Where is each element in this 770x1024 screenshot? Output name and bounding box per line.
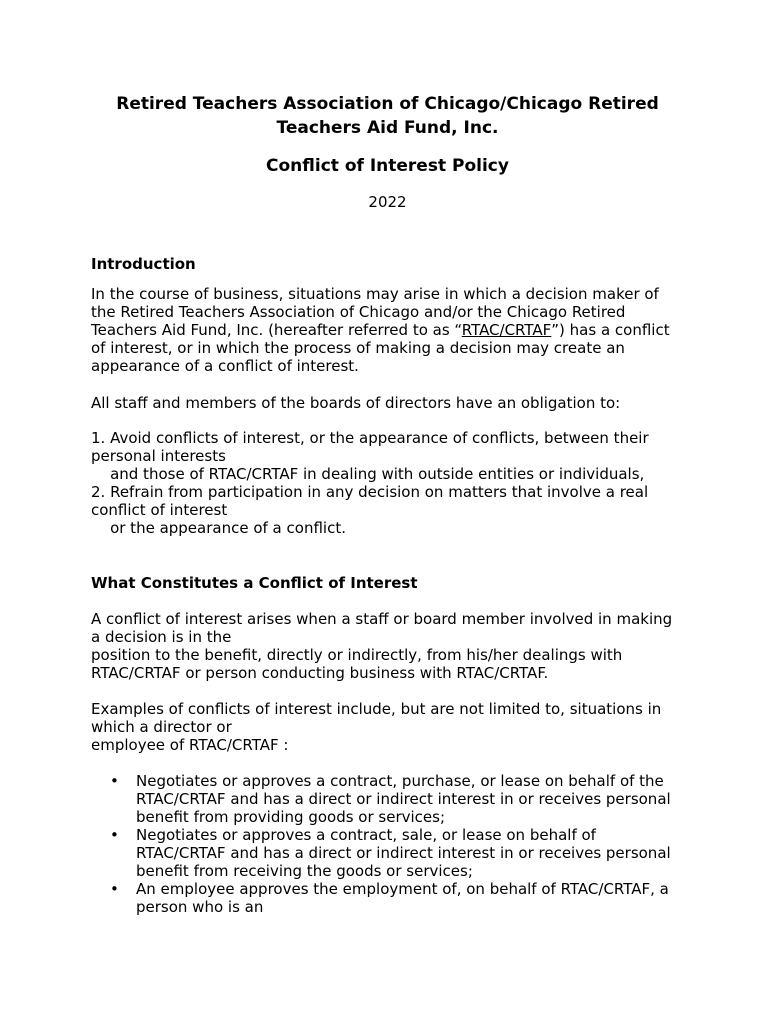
text-line: Examples of conflicts of interest include, but are not limited to, situations in — [91, 700, 662, 718]
text-line: person who is an — [136, 898, 264, 916]
text-line: RTAC/CRTAF or person conducting business with RTAC/CRTAF. — [91, 664, 549, 682]
bullet-icon: • — [110, 826, 119, 844]
text-line: which a director or — [91, 718, 232, 736]
text-line: Negotiates or approves a contract, purchase, or lease on behalf of the — [136, 772, 664, 790]
obligation-paragraph: All staff and members of the boards of directors have an obligation to: — [91, 394, 621, 412]
introduction-heading: Introduction — [91, 255, 196, 273]
bullet-item — [110, 826, 700, 880]
text-line — [91, 321, 691, 339]
title-line-2: Teachers Aid Fund, Inc. — [276, 118, 499, 138]
text-segment: Teachers Aid Fund, Inc. (hereafter referred to as “ — [91, 321, 462, 339]
list-item-line: personal interests — [91, 447, 226, 465]
bullet-item — [110, 880, 700, 916]
text-line: a decision is in the — [91, 628, 232, 646]
text-line: An employee approves the employment of, on behalf of RTAC/CRTAF, a — [136, 880, 669, 898]
introduction-paragraph — [91, 285, 691, 375]
rtac-crtaf-link[interactable]: RTAC/CRTAF — [461, 321, 552, 339]
document-subtitle: Conflict of Interest Policy — [266, 156, 509, 176]
list-item-line: and those of RTAC/CRTAF in dealing with outside entities or individuals, — [91, 465, 645, 483]
text-line: the Retired Teachers Association of Chicago and/or the Chicago Retired — [91, 303, 626, 321]
obligation-list — [91, 429, 691, 537]
list-item-line: 1. Avoid conflicts of interest, or the appearance of conflicts, between their — [91, 429, 649, 447]
document-year: 2022 — [368, 193, 407, 211]
text-line: RTAC/CRTAF and has a direct or indirect interest in or receives personal — [136, 844, 671, 862]
text-line: RTAC/CRTAF and has a direct or indirect interest in or receives personal — [136, 790, 671, 808]
text-line: In the course of business, situations may arise in which a decision maker of — [91, 285, 659, 303]
text-line: appearance of a conflict of interest. — [91, 357, 359, 375]
examples-paragraph — [91, 700, 691, 754]
constitutes-heading: What Constitutes a Conflict of Interest — [91, 574, 418, 592]
text-line: A conflict of interest arises when a staff or board member involved in making — [91, 610, 673, 628]
title-line-1: Retired Teachers Association of Chicago/Chicago Retired — [116, 94, 659, 114]
text-line: benefit from providing goods or services; — [136, 808, 446, 826]
document-title — [60, 92, 715, 140]
text-segment: ”) has a conflict — [551, 321, 670, 339]
bullet-icon: • — [110, 772, 119, 790]
text-line: position to the benefit, directly or indirectly, from his/her dealings with — [91, 646, 623, 664]
list-item-line: 2. Refrain from participation in any decision on matters that involve a real — [91, 483, 649, 501]
text-line: of interest, or in which the process of making a decision may create an — [91, 339, 625, 357]
list-item-line: or the appearance of a conflict. — [91, 519, 346, 537]
constitutes-paragraph — [91, 610, 691, 682]
examples-bullet-list — [110, 772, 700, 916]
text-line: Negotiates or approves a contract, sale, or lease on behalf of — [136, 826, 596, 844]
bullet-item — [110, 772, 700, 826]
bullet-icon: • — [110, 880, 119, 898]
text-line: employee of RTAC/CRTAF : — [91, 736, 289, 754]
text-line: benefit from receiving the goods or services; — [136, 862, 473, 880]
list-item-line: conflict of interest — [91, 501, 228, 519]
